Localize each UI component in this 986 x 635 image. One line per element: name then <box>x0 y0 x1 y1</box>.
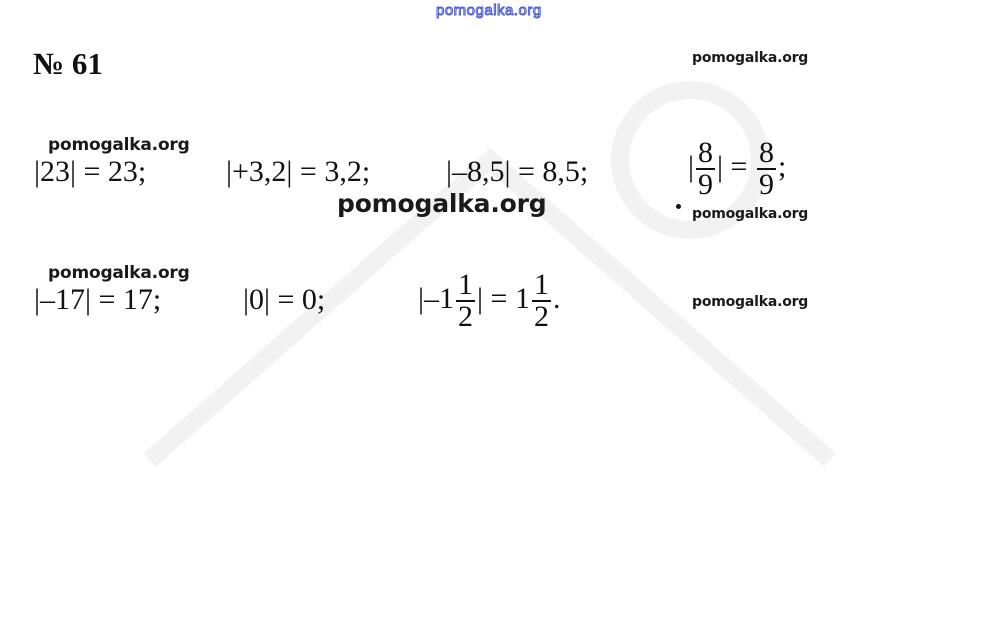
fraction-1-2-left <box>456 270 475 332</box>
expression-abs-neg-1-half <box>418 270 560 332</box>
watermark-right-1: pomogalka.org <box>692 50 809 66</box>
expression-abs-neg-17: |–17| = 17; <box>34 283 162 316</box>
mixed-number-prefix: |–1 <box>418 281 455 315</box>
fraction-8-9-left <box>696 138 715 200</box>
problem-number: № 61 <box>33 46 103 81</box>
expression-abs-23: |23| = 23; <box>34 155 147 188</box>
abs-bar-equals-whole: | = 1 <box>477 281 530 315</box>
fraction-1-2-right <box>532 270 551 332</box>
watermark-right-2: pomogalka.org <box>692 206 809 222</box>
fraction-denominator: 2 <box>533 300 549 333</box>
abs-bar-left: | <box>688 149 695 183</box>
period: . <box>552 281 561 315</box>
watermark-right-3: pomogalka.org <box>692 294 809 310</box>
expression-abs-0: |0| = 0; <box>243 283 326 316</box>
fraction-denominator: 9 <box>698 168 714 201</box>
expression-abs-8-9 <box>688 138 786 200</box>
semicolon: ; <box>777 149 787 183</box>
fraction-denominator: 9 <box>758 168 774 201</box>
watermark-top: pomogalka.org <box>436 2 542 19</box>
watermark-row2: pomogalka.org <box>48 263 190 283</box>
watermark-center: pomogalka.org <box>337 189 547 218</box>
expression-abs-3-2: |+3,2| = 3,2; <box>226 155 371 188</box>
expression-abs-neg-8-5: |–8,5| = 8,5; <box>446 155 589 188</box>
fraction-denominator: 2 <box>458 300 474 333</box>
stray-dot <box>676 204 681 209</box>
fraction-numerator: 1 <box>533 268 549 301</box>
fraction-numerator: 8 <box>758 136 774 169</box>
fraction-8-9-right <box>757 138 776 200</box>
abs-bar-equals: | = <box>717 149 748 183</box>
watermark-row1: pomogalka.org <box>48 135 190 155</box>
fraction-numerator: 1 <box>458 268 474 301</box>
fraction-numerator: 8 <box>698 136 714 169</box>
